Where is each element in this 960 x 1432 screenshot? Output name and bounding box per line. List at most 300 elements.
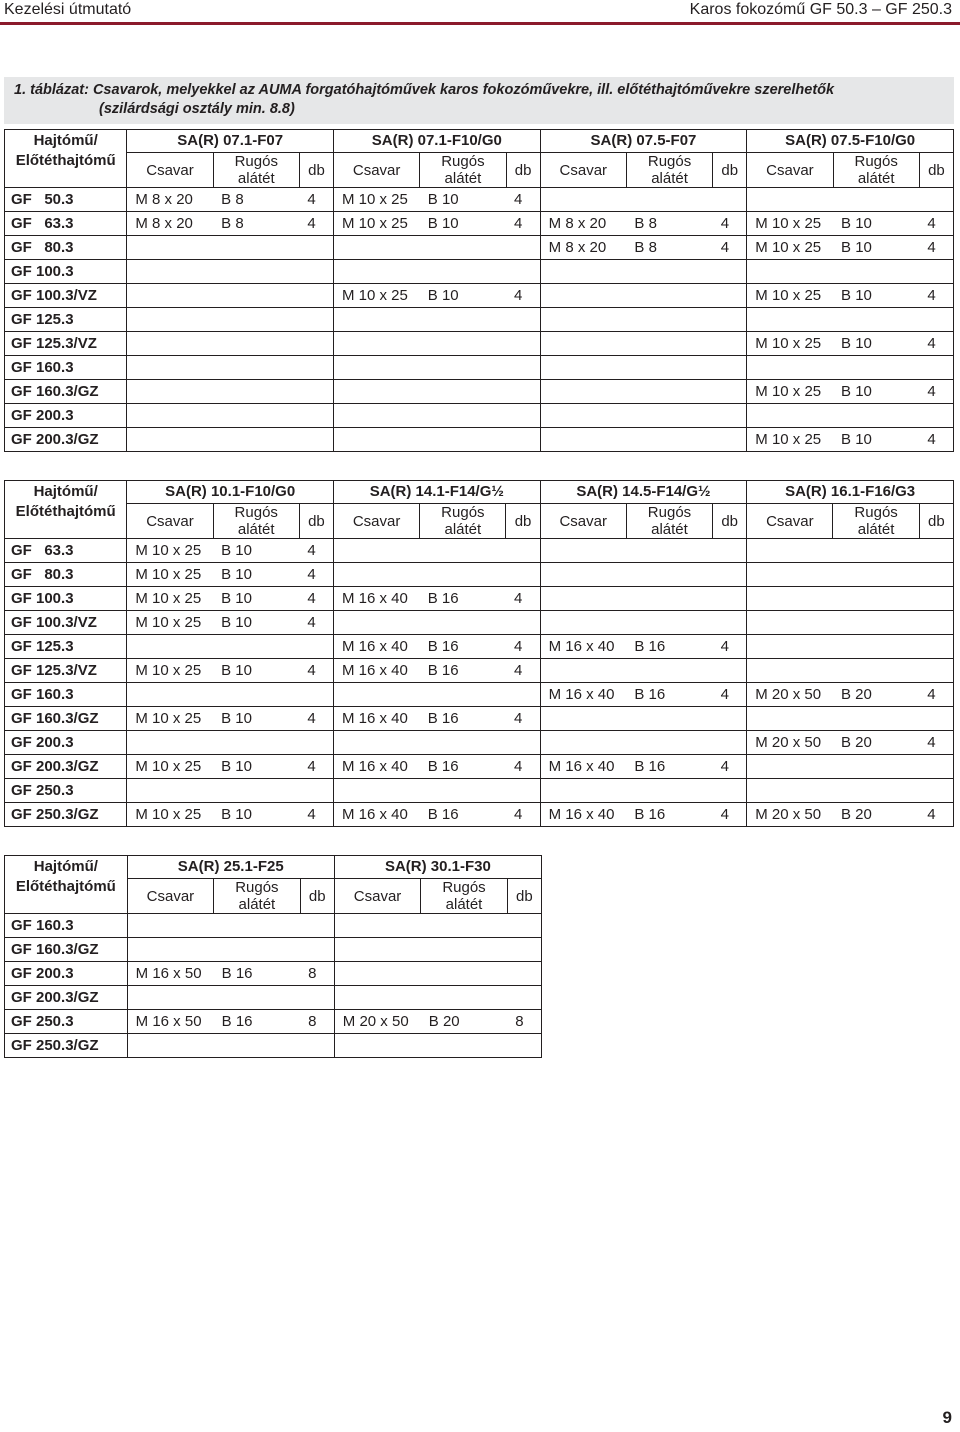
washer-cell (833, 404, 919, 428)
table-row (5, 707, 954, 731)
washer-cell: B 20 (421, 1010, 507, 1034)
washer-cell: B 16 (626, 803, 712, 827)
washer-cell: B 10 (213, 803, 299, 827)
quantity-cell (713, 659, 747, 683)
screw-cell: M 16 x 40 (540, 635, 626, 659)
screw-cell (540, 380, 626, 404)
table-row (5, 683, 954, 707)
gearbox-label: GF 200.3/GZ (5, 428, 127, 452)
quantity-cell (919, 635, 953, 659)
quantity-cell (507, 962, 541, 986)
actuator-group-header: SA(R) 25.1-F25 (127, 856, 334, 879)
gearbox-label: GF 125.3/VZ (5, 332, 127, 356)
col-header-db: db (299, 504, 333, 539)
gearbox-label: GF 200.3 (5, 962, 128, 986)
quantity-cell: 8 (300, 962, 334, 986)
col-header-alatet: alátét (444, 521, 482, 538)
washer-cell (626, 380, 712, 404)
screw-cell (540, 332, 626, 356)
screw-cell (747, 308, 833, 332)
washer-cell (833, 779, 919, 803)
quantity-cell (300, 986, 334, 1010)
screw-cell (747, 635, 833, 659)
screw-cell (334, 986, 420, 1010)
quantity-cell (713, 260, 747, 284)
screw-cell (334, 356, 420, 380)
actuator-group-header: SA(R) 07.1-F10/G0 (334, 130, 541, 153)
washer-cell: B 10 (833, 428, 919, 452)
actuator-group-header: SA(R) 16.1-F16/G3 (747, 481, 954, 504)
washer-cell (626, 308, 712, 332)
quantity-cell: 4 (919, 731, 953, 755)
washer-cell (626, 332, 712, 356)
washer-cell (626, 428, 712, 452)
table-row (5, 380, 954, 404)
quantity-cell: 4 (299, 212, 333, 236)
quantity-cell (506, 428, 540, 452)
washer-cell: B 16 (420, 755, 506, 779)
col-header-alatet: alátét (651, 521, 688, 538)
col-header-alatet: alátét (445, 896, 483, 913)
screw-cell: M 10 x 25 (127, 803, 213, 827)
col-header-alatet: alátét (651, 170, 688, 187)
washer-cell (213, 332, 299, 356)
col-header-db: db (507, 879, 541, 914)
gearbox-label: GF 160.3/GZ (5, 938, 128, 962)
quantity-cell: 8 (507, 1010, 541, 1034)
washer-cell (213, 284, 299, 308)
washer-cell (420, 731, 506, 755)
quantity-cell: 4 (713, 635, 747, 659)
washer-cell: B 10 (420, 188, 506, 212)
quantity-cell: 4 (299, 188, 333, 212)
quantity-cell (919, 707, 953, 731)
washer-cell (420, 563, 506, 587)
washer-cell: B 16 (626, 755, 712, 779)
table-row (5, 1010, 542, 1034)
washer-cell: B 10 (213, 587, 299, 611)
col-header-db: db (713, 153, 747, 188)
actuator-group-header: SA(R) 07.1-F07 (127, 130, 334, 153)
quantity-cell (299, 332, 333, 356)
actuator-group-header: SA(R) 14.1-F14/G½ (333, 481, 540, 504)
washer-cell (626, 707, 712, 731)
washer-cell (213, 683, 299, 707)
quantity-cell: 4 (506, 212, 540, 236)
gearbox-label: GF 100.3/VZ (5, 611, 127, 635)
washer-cell (420, 332, 506, 356)
washer-cell (833, 563, 919, 587)
screw-cell (127, 938, 213, 962)
quantity-cell: 4 (506, 188, 540, 212)
washer-cell: B 10 (213, 611, 299, 635)
table-row (5, 236, 954, 260)
quantity-cell (299, 404, 333, 428)
washer-cell (213, 260, 299, 284)
washer-cell (421, 914, 507, 938)
col-header-db: db (919, 153, 953, 188)
washer-cell (833, 707, 919, 731)
quantity-cell (713, 587, 747, 611)
screw-cell: M 16 x 40 (333, 587, 419, 611)
quantity-cell (919, 308, 953, 332)
screw-cell: M 8 x 20 (540, 236, 626, 260)
screw-table-1 (4, 129, 954, 452)
quantity-cell: 4 (919, 380, 953, 404)
washer-cell: B 10 (420, 212, 506, 236)
quantity-cell (919, 356, 953, 380)
quantity-cell: 8 (300, 1010, 334, 1034)
gearbox-label: GF 80.3 (5, 236, 127, 260)
quantity-cell (713, 563, 747, 587)
quantity-cell (506, 332, 540, 356)
col-header-csavar: Csavar (127, 879, 213, 914)
col-header-rugos: Rugós (647, 153, 692, 170)
quantity-cell (919, 539, 953, 563)
washer-cell (420, 404, 506, 428)
quantity-cell (506, 404, 540, 428)
table-row (5, 404, 954, 428)
quantity-cell (713, 284, 747, 308)
col-header-rugos-alatet (213, 153, 299, 188)
gearbox-label: GF 250.3/GZ (5, 1034, 128, 1058)
screw-cell (540, 563, 626, 587)
washer-cell (833, 659, 919, 683)
quantity-cell (506, 779, 540, 803)
washer-cell (213, 236, 299, 260)
screw-cell (540, 731, 626, 755)
quantity-cell: 4 (299, 563, 333, 587)
washer-cell (833, 587, 919, 611)
col-header-alatet: alátét (237, 521, 275, 538)
washer-cell: B 10 (213, 539, 299, 563)
col-header-rugos-alatet (420, 504, 506, 539)
washer-cell (420, 356, 506, 380)
screw-cell (540, 659, 626, 683)
washer-cell: B 10 (420, 284, 506, 308)
screw-cell: M 16 x 40 (333, 635, 419, 659)
screw-cell (127, 986, 213, 1010)
table-row (5, 986, 542, 1010)
actuator-group-header: SA(R) 10.1-F10/G0 (127, 481, 334, 504)
quantity-cell: 4 (299, 803, 333, 827)
screw-cell (540, 188, 626, 212)
screw-cell (747, 563, 833, 587)
screw-table-3 (4, 855, 542, 1058)
screw-cell: M 10 x 25 (127, 755, 213, 779)
washer-cell: B 10 (833, 236, 919, 260)
washer-cell (420, 611, 506, 635)
washer-cell: B 10 (833, 380, 919, 404)
quantity-cell: 4 (713, 803, 747, 827)
washer-cell: B 10 (213, 659, 299, 683)
screw-cell (127, 284, 213, 308)
col-header-rugos: Rugós (235, 879, 279, 896)
row-header-title (5, 130, 127, 188)
gearbox-label: GF 50.3 (5, 188, 127, 212)
col-header-db: db (299, 153, 333, 188)
quantity-cell (507, 914, 541, 938)
washer-cell: B 10 (833, 284, 919, 308)
col-header-rugos: Rugós (234, 153, 278, 170)
quantity-cell (299, 731, 333, 755)
screw-cell: M 16 x 40 (540, 683, 626, 707)
washer-cell (214, 914, 300, 938)
quantity-cell (507, 938, 541, 962)
screw-cell (333, 779, 419, 803)
screw-cell (127, 428, 213, 452)
screw-cell (334, 428, 420, 452)
gearbox-label: GF 250.3 (5, 779, 127, 803)
col-header-csavar: Csavar (334, 879, 420, 914)
screw-cell: M 10 x 25 (334, 188, 420, 212)
screw-cell: M 10 x 25 (127, 563, 213, 587)
col-header-csavar: Csavar (540, 504, 626, 539)
table-row (5, 260, 954, 284)
col-header-csavar: Csavar (333, 504, 419, 539)
quantity-cell (919, 659, 953, 683)
gearbox-label: GF 160.3/GZ (5, 707, 127, 731)
screw-cell (334, 236, 420, 260)
screw-cell: M 16 x 40 (333, 659, 419, 683)
table-row (5, 755, 954, 779)
quantity-cell (713, 707, 747, 731)
quantity-cell (506, 611, 540, 635)
screw-cell: M 10 x 25 (747, 284, 833, 308)
table-row (5, 332, 954, 356)
quantity-cell (299, 428, 333, 452)
screw-cell (333, 611, 419, 635)
screw-cell (747, 587, 833, 611)
screw-cell (747, 404, 833, 428)
row-header-line-2: Előtéthajtómű (15, 503, 116, 520)
col-header-rugos: Rugós (441, 153, 485, 170)
quantity-cell: 4 (506, 587, 540, 611)
row-header-title (5, 481, 127, 539)
gearbox-label: GF 250.3/GZ (5, 803, 127, 827)
washer-cell: B 16 (626, 635, 712, 659)
screw-cell (127, 260, 213, 284)
screw-cell (127, 731, 213, 755)
col-header-rugos-alatet (626, 153, 712, 188)
screw-cell: M 8 x 20 (127, 188, 213, 212)
screw-table-2 (4, 480, 954, 827)
screw-cell (333, 539, 419, 563)
col-header-rugos-alatet (214, 879, 300, 914)
screw-cell: M 8 x 20 (127, 212, 213, 236)
screw-cell: M 16 x 40 (333, 803, 419, 827)
page-number: 9 (942, 1408, 952, 1427)
quantity-cell: 4 (919, 332, 953, 356)
gearbox-label: GF 200.3 (5, 404, 127, 428)
quantity-cell (506, 308, 540, 332)
col-header-db: db (506, 504, 540, 539)
washer-cell (626, 539, 712, 563)
washer-cell (420, 236, 506, 260)
washer-cell (421, 938, 507, 962)
quantity-cell (506, 236, 540, 260)
quantity-cell (299, 683, 333, 707)
quantity-cell (299, 635, 333, 659)
col-header-alatet: alátét (444, 170, 482, 187)
screw-cell (540, 428, 626, 452)
washer-cell (420, 308, 506, 332)
washer-cell: B 20 (833, 803, 919, 827)
screw-cell: M 20 x 50 (334, 1010, 420, 1034)
col-header-rugos-alatet (833, 153, 919, 188)
screw-cell (127, 308, 213, 332)
screw-cell (747, 611, 833, 635)
screw-cell (127, 236, 213, 260)
screw-cell (540, 707, 626, 731)
screw-cell (747, 260, 833, 284)
gearbox-label: GF 100.3/VZ (5, 284, 127, 308)
table-caption (4, 77, 954, 124)
quantity-cell (507, 986, 541, 1010)
gearbox-label: GF 125.3/VZ (5, 659, 127, 683)
quantity-cell: 4 (299, 539, 333, 563)
screw-cell (540, 356, 626, 380)
quantity-cell (919, 563, 953, 587)
col-header-rugos-alatet (420, 153, 506, 188)
col-header-csavar: Csavar (127, 153, 213, 188)
table-row (5, 308, 954, 332)
gearbox-label: GF 100.3 (5, 260, 127, 284)
quantity-cell (506, 380, 540, 404)
screw-cell (334, 914, 420, 938)
quantity-cell (506, 260, 540, 284)
washer-cell (626, 779, 712, 803)
row-header-line-1: Hajtómű/ (33, 858, 98, 875)
quantity-cell (506, 356, 540, 380)
washer-cell (833, 539, 919, 563)
washer-cell: B 8 (213, 212, 299, 236)
quantity-cell (506, 731, 540, 755)
quantity-cell (299, 236, 333, 260)
quantity-cell (506, 563, 540, 587)
screw-cell (334, 404, 420, 428)
table-row (5, 428, 954, 452)
quantity-cell (919, 755, 953, 779)
washer-cell: B 16 (420, 587, 506, 611)
quantity-cell: 4 (919, 284, 953, 308)
washer-cell: B 16 (420, 707, 506, 731)
actuator-group-header: SA(R) 30.1-F30 (334, 856, 541, 879)
quantity-cell (507, 1034, 541, 1058)
screw-cell (747, 779, 833, 803)
screw-cell: M 20 x 50 (747, 683, 833, 707)
gearbox-label: GF 200.3 (5, 731, 127, 755)
quantity-cell: 4 (506, 635, 540, 659)
table-row (5, 803, 954, 827)
col-header-csavar: Csavar (334, 153, 420, 188)
quantity-cell (713, 428, 747, 452)
washer-cell (214, 986, 300, 1010)
quantity-cell (300, 938, 334, 962)
quantity-cell (713, 779, 747, 803)
col-header-rugos-alatet (213, 504, 299, 539)
screw-cell (747, 539, 833, 563)
gearbox-label: GF 160.3 (5, 914, 128, 938)
screw-cell: M 10 x 25 (747, 236, 833, 260)
screw-cell (540, 260, 626, 284)
quantity-cell: 4 (506, 284, 540, 308)
table-row (5, 731, 954, 755)
washer-cell (833, 188, 919, 212)
washer-cell (626, 260, 712, 284)
washer-cell: B 10 (833, 332, 919, 356)
washer-cell (833, 260, 919, 284)
col-header-rugos: Rugós (647, 504, 692, 521)
washer-cell (213, 356, 299, 380)
washer-cell (626, 404, 712, 428)
quantity-cell (300, 914, 334, 938)
washer-cell (214, 938, 300, 962)
washer-cell (626, 587, 712, 611)
screw-cell (127, 779, 213, 803)
table-row (5, 914, 542, 938)
screw-cell (747, 188, 833, 212)
washer-cell: B 16 (420, 803, 506, 827)
screw-cell (540, 587, 626, 611)
quantity-cell: 4 (919, 212, 953, 236)
col-header-rugos-alatet (626, 504, 712, 539)
washer-cell (420, 380, 506, 404)
washer-cell: B 16 (214, 962, 300, 986)
table-row (5, 635, 954, 659)
washer-cell (626, 731, 712, 755)
quantity-cell: 4 (506, 659, 540, 683)
screw-cell: M 10 x 25 (334, 284, 420, 308)
quantity-cell: 4 (299, 659, 333, 683)
col-header-rugos: Rugós (441, 504, 485, 521)
screw-cell: M 16 x 50 (127, 1010, 213, 1034)
header-rule (0, 22, 960, 25)
screw-cell (334, 332, 420, 356)
quantity-cell (713, 731, 747, 755)
screw-cell: M 10 x 25 (747, 428, 833, 452)
quantity-cell (300, 1034, 334, 1058)
col-header-rugos: Rugós (854, 504, 898, 521)
quantity-cell (299, 260, 333, 284)
col-header-csavar: Csavar (747, 504, 833, 539)
table-row (5, 563, 954, 587)
washer-cell: B 8 (626, 212, 712, 236)
quantity-cell (919, 587, 953, 611)
quantity-cell (919, 188, 953, 212)
washer-cell (626, 659, 712, 683)
washer-cell: B 10 (213, 755, 299, 779)
quantity-cell: 4 (299, 587, 333, 611)
screw-cell (540, 779, 626, 803)
actuator-group-header: SA(R) 07.5-F10/G0 (747, 130, 954, 153)
washer-cell (421, 962, 507, 986)
screw-cell (334, 938, 420, 962)
quantity-cell (713, 188, 747, 212)
gearbox-label: GF 63.3 (5, 212, 127, 236)
washer-cell (213, 779, 299, 803)
col-header-csavar: Csavar (747, 153, 833, 188)
screw-cell: M 10 x 25 (127, 539, 213, 563)
quantity-cell: 4 (506, 707, 540, 731)
col-header-rugos: Rugós (234, 504, 278, 521)
washer-cell: B 16 (214, 1010, 300, 1034)
running-header-left: Kezelési útmutató (4, 1, 132, 18)
row-header-line-2: Előtéthajtómű (15, 878, 116, 895)
washer-cell: B 8 (213, 188, 299, 212)
quantity-cell (919, 260, 953, 284)
gearbox-label: GF 125.3 (5, 635, 127, 659)
